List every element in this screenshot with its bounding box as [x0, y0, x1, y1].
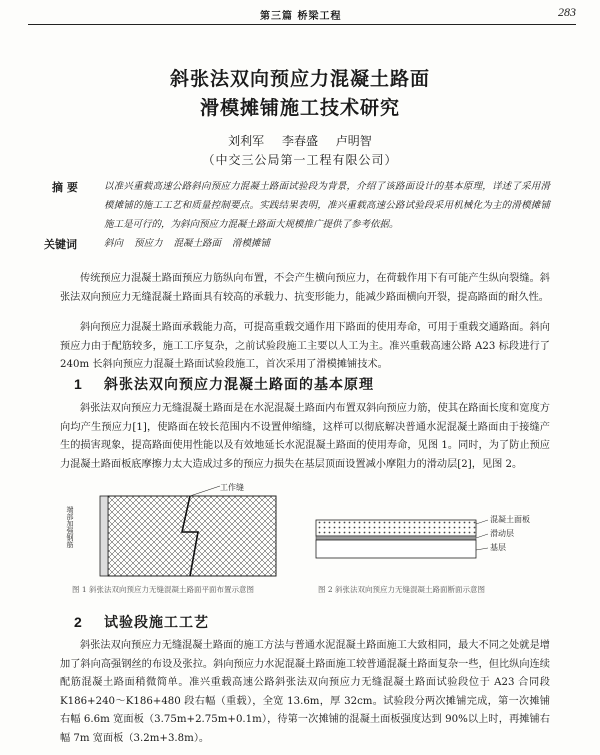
paper-title-line2: 滑模摊铺施工技术研究: [199, 97, 400, 119]
keywords-text: 斜向 预应力 混凝土路面 滑模摊铺: [104, 238, 271, 249]
intro-paragraph-2: 斜向预应力混凝土路面承载能力高，可提高重载交通作用下路面的使用寿命，可用于重载交通路面。斜向预应力由于配筋较多，施工工序复杂，之前试验段施工主要以人工为主。准兴重载高速公路 A23 标段进行了 240m 长斜向预应力混凝土路面试验段施工，首次采用了滑模摊铺技术。: [60, 322, 550, 370]
section-2-title: 试验段施工工艺: [104, 615, 209, 631]
keywords-label: 关键词: [44, 238, 77, 251]
figure-2-section-diagram: [312, 510, 542, 570]
paper-title-line1: 斜张法双向预应力混凝土路面: [169, 68, 430, 90]
header-rule: [28, 24, 576, 25]
figure-1-label-side: 端部加强钢筋: [66, 506, 74, 548]
section-1-number: 1: [74, 376, 83, 392]
affiliation: （中交三公局第一工程有限公司）: [202, 153, 398, 167]
figure-2-slab-layer: [316, 520, 476, 536]
figure-2-caption: 图 2 斜张法双向预应力无缝混凝土路面断面示意图: [318, 585, 486, 594]
section-2-heading: [74, 612, 209, 632]
figure-2-label-slab: 混凝土面板: [490, 515, 530, 524]
chapter-label: 第三篇 桥梁工程: [260, 11, 342, 22]
section-1-title: 斜张法双向预应力混凝土路面的基本原理: [104, 377, 374, 393]
figure-2-base-layer: [316, 540, 476, 558]
figure-2-label-slide: 滑动层: [490, 529, 514, 538]
section-1-heading: [74, 374, 374, 394]
intro-paragraph-1: 传统预应力混凝土路面预应力筋纵向布置，不会产生横向预应力，在荷载作用下有可能产生纵向裂缝。斜张法双向预应力无缝混凝土路面具有较高的承载力、抗变形能力，能减少路面横向开裂，提高路面的耐久性。: [60, 273, 550, 303]
figure-1-end-strip: [100, 496, 108, 576]
figure-2-slide-layer: [316, 536, 476, 540]
running-header: [28, 4, 576, 22]
abstract-label: 摘 要: [52, 181, 78, 194]
authors: 刘利军 李春盛 卢明智: [228, 134, 372, 148]
figure-1-plan-diagram: [66, 482, 280, 582]
page-number: 283: [558, 5, 576, 19]
section-2-number: 2: [74, 614, 83, 630]
section-2-paragraph: 斜张法双向预应力无缝混凝土路面的施工方法与普通水泥混凝土路面施工大致相同，最大不同之处就是增加了斜向高强钢丝的布设及张拉。斜向预应力水泥混凝土路面施工较普通混凝土路面复杂一些，但比纵向连续配筋混凝土路面稍微简单。准兴重载高速公路斜张法双向预应力无缝混凝土路面试验段位于 A23 合同段 K186+240～K186+480 段右幅（重载），全宽 13.6m，厚 32cm。试验段分两次摊铺完成，第一次摊铺右幅 6.6m 宽面板（3.75m+2.75m+0.1m），待第一次摊铺的混凝土面板强度达到 90%以上时，再摊铺右幅 7m 宽面板（3.2m+3.8m）。: [60, 640, 550, 744]
abstract-text: 以准兴重载高速公路斜向预应力混凝土路面试验段为背景，介绍了该路面设计的基本原理，详述了采用滑模摊铺的施工工艺和质量控制要点。实践结果表明，准兴重载高速公路试验段采用机械化为主的滑模摊铺施工是可行的，为斜向预应力混凝土路面大规模推广提供了参考依据。: [104, 181, 550, 230]
figure-1-caption: 图 1 斜张法双向预应力无缝混凝土路面平面布置示意图: [72, 585, 255, 594]
section-1-paragraph: 斜张法双向预应力无缝混凝土路面是在水泥混凝土路面内布置双斜向预应力筋，使其在路面长度和宽度方向均产生预应力[1]，使路面在较长范围内不设置伸缩缝，这样可以彻底解决普通水泥混凝土路面由于接缝产生的损害现象，提高路面使用性能以及有效地延长水泥混凝土路面的使用寿命，见图 1。同时，为了防止预应力混凝土路面板底摩擦力太大造成过多的预应力损失在基层顶面设置减小摩阻力的滑动层[2]，见图 2。: [60, 403, 550, 470]
figure-2-label-base: 基层: [490, 543, 506, 552]
figure-1-label-joint: 工作缝: [220, 483, 244, 492]
